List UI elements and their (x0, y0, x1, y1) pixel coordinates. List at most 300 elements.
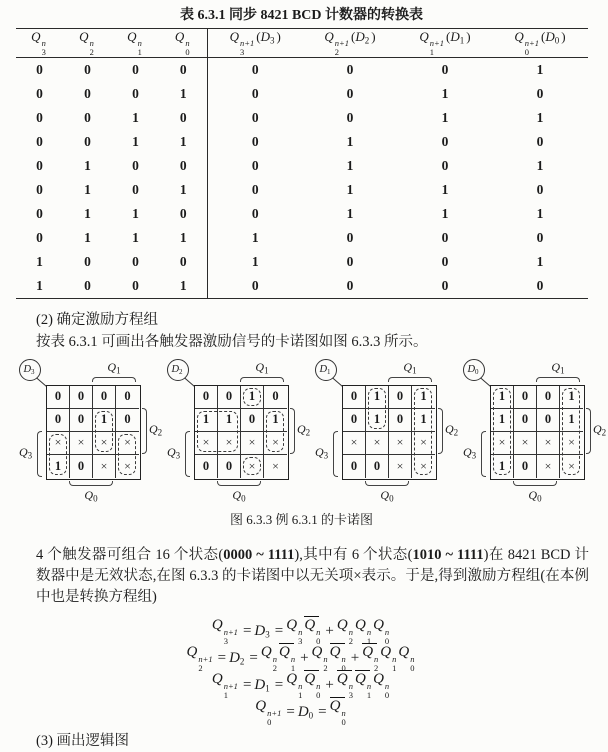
table-title: 表 6.3.1 同步 8421 BCD 计数器的转换表 (179, 8, 424, 23)
kmap-d0 (460, 359, 606, 509)
formula-operator: = (286, 703, 295, 720)
formula-variable: $D_3$ (260, 29, 275, 46)
formula-operator: + (350, 649, 360, 666)
table-cell: 0 (84, 277, 91, 293)
kmap-cell: 1 (491, 455, 514, 478)
formula-variable: D1 (254, 676, 270, 694)
formula-operator: ( (446, 29, 451, 44)
table-row (16, 202, 588, 226)
formula-variable: Q n+1 0 (255, 698, 282, 728)
table-cell: 0 (441, 277, 449, 293)
table-cell: 0 (346, 109, 354, 125)
table-cell: 0 (36, 133, 43, 149)
axis-bracket (37, 431, 42, 477)
formula-operator: ) (561, 29, 566, 44)
kmap-grid (342, 385, 437, 480)
table-cell: 1 (36, 277, 43, 293)
kmap-cell: 0 (389, 409, 412, 432)
formula-variable: $D_3$ (23, 363, 35, 376)
axis-bracket (536, 377, 580, 382)
conversion-table (16, 28, 588, 299)
kmap-cell: 0 (264, 386, 287, 409)
table-cell: 0 (346, 61, 354, 77)
table-cell: 1 (536, 61, 544, 77)
formula-variable: Q n 0 (329, 698, 346, 728)
table-cell: 0 (536, 277, 544, 293)
table-cell: 1 (536, 109, 544, 125)
table-row (16, 57, 588, 82)
kmap-cell: × (264, 432, 287, 455)
formula-variable: Q n 0 (174, 29, 190, 58)
formula-operator: = (249, 649, 258, 666)
kmap-cell: × (560, 432, 583, 455)
kmap-cell: 0 (537, 409, 560, 432)
table-cell: 1 (346, 157, 354, 173)
table-cell: 1 (160, 82, 208, 106)
formula-variable: $Q_0$ (84, 487, 98, 504)
formula-variable: $Q_1$ (551, 359, 565, 376)
formula-variable: $D_0$ (467, 363, 479, 376)
kmap-label-d1 (315, 359, 337, 381)
kmap-cell: 1 (264, 409, 287, 432)
body-paragraph (14, 545, 589, 608)
table-cell: 0 (251, 85, 259, 101)
kmap-cell: 0 (195, 455, 218, 478)
kmap-cell: 0 (366, 455, 389, 478)
kmap-cell: × (491, 432, 514, 455)
table-cell: 0 (36, 229, 43, 245)
kmap-cell: 0 (70, 386, 93, 409)
axis-label-q1 (388, 360, 434, 376)
axis-bracket (92, 377, 136, 382)
table-cell: 0 (536, 229, 544, 245)
formula-variable: Q n 1 (127, 29, 142, 58)
formula-variable: Q n 2 (362, 644, 379, 674)
formula-variable: $Q_2$ (593, 421, 607, 438)
kmap-loop (49, 434, 67, 475)
paragraph-segment: )在 8421 BCD 计数器中是无效状态,在图 6.3.3 的卡诺图中以无关项×表示。于是,得到激励方程组(在本例中也是转换方程组) (36, 546, 590, 605)
table-cell: 0 (346, 253, 354, 269)
kmap-loop (197, 411, 238, 452)
axis-bracket (513, 481, 557, 486)
kmap-cell: × (47, 432, 70, 455)
kmap-cell: 1 (560, 386, 583, 409)
kmap-cell: 0 (195, 386, 218, 409)
table-row (16, 178, 588, 202)
formula-variable: D0 (297, 703, 314, 721)
table-cell: 0 (160, 250, 208, 274)
axis-label-q1 (536, 360, 582, 376)
formula-variable: Q n 1 (354, 617, 372, 647)
table-cell: 0 (84, 61, 91, 77)
kmap-loop (95, 411, 113, 452)
table-cell: 1 (346, 133, 354, 149)
table-row (16, 154, 588, 178)
table-cell: 1 (251, 253, 259, 269)
table-cell: 1 (160, 274, 208, 299)
axis-bracket (185, 431, 190, 477)
kmap-loop (414, 388, 432, 475)
kmap-cell: 0 (343, 386, 366, 409)
kmap-cell: 0 (116, 386, 139, 409)
table-cell: 0 (84, 85, 91, 101)
formula-variable: Q n 0 (373, 617, 390, 647)
table-cell: 1 (160, 226, 208, 250)
formula-operator: ) (371, 29, 376, 44)
formula-operator: = (318, 703, 327, 720)
kmap-cell: × (420, 458, 427, 473)
formula-variable: Q n+1 2 (324, 29, 350, 58)
table-cell: 0 (536, 85, 544, 101)
kmap-cell: × (241, 432, 264, 455)
kmap-cell: × (537, 432, 560, 455)
kmap-cell: 0 (343, 409, 366, 432)
formula-variable: Q n+1 1 (211, 671, 238, 701)
table-cell: 0 (132, 157, 139, 173)
axis-bracket (290, 408, 295, 454)
kmap-grid (194, 385, 289, 480)
axis-label-q0 (513, 488, 559, 504)
kmap-cell: 1 (491, 386, 514, 409)
section3-heading: (3) 画出逻辑图 (36, 732, 130, 749)
kmap-cell: × (366, 432, 389, 455)
paragraph-segment: 1010 ~ 1111 (412, 546, 484, 563)
formula-operator: ) (466, 29, 471, 44)
formula-variable: $Q_3$ (167, 444, 181, 461)
kmap-grid (490, 385, 585, 480)
kmap-cell: × (93, 432, 116, 455)
formula-variable: Q n 0 (304, 617, 321, 647)
axis-bracket (388, 377, 432, 382)
axis-label-q0 (217, 488, 263, 504)
table-row (16, 226, 588, 250)
kmap-loop (266, 411, 284, 452)
table-cell: 1 (132, 133, 139, 149)
kmap-loop (368, 388, 386, 429)
axis-label-q0 (365, 488, 411, 504)
formula-variable: $Q_3$ (315, 444, 329, 461)
axis-bracket (481, 431, 486, 477)
table-cell: 0 (441, 229, 449, 245)
formula-variable: Q n 0 (329, 644, 346, 674)
table-cell: 0 (251, 181, 259, 197)
axis-label-q1 (92, 360, 138, 376)
table-cell: 1 (251, 229, 259, 245)
kmap-cell: 0 (218, 455, 241, 478)
axis-bracket (69, 481, 113, 486)
equation-d1 (14, 672, 589, 699)
formula-variable: Q n 1 (278, 644, 296, 674)
axis-label-q3 (167, 445, 182, 461)
formula-variable: Q n+1 1 (419, 29, 445, 58)
table-cell: 0 (346, 229, 354, 245)
kmap-cell: 0 (93, 386, 116, 409)
kmap-cell: × (93, 455, 116, 478)
col-header-q0n1 (493, 29, 588, 58)
kmap-loop (118, 434, 136, 475)
formula-operator: = (242, 622, 252, 639)
formula-variable: $Q_0$ (528, 487, 542, 504)
table-header-row (16, 29, 588, 58)
kmap-cell: 0 (116, 409, 139, 432)
formula-variable: $Q_1$ (403, 359, 417, 376)
table-row (16, 82, 588, 106)
excitation-equations (14, 618, 589, 726)
table-cell: 0 (36, 181, 43, 197)
table-cell: 0 (251, 133, 259, 149)
karnaugh-maps (14, 359, 607, 509)
formula-operator: ) (276, 29, 281, 44)
formula-operator: ( (541, 29, 546, 44)
col-header-q3n (16, 29, 64, 58)
formula-operator: + (300, 649, 309, 666)
kmap-cell: 0 (47, 409, 70, 432)
formula-variable: Q n 3 (31, 29, 46, 58)
table-cell: 0 (536, 133, 544, 149)
col-header-q2n (64, 29, 112, 58)
formula-variable: Q n 0 (304, 671, 321, 701)
formula-variable: $Q_2$ (445, 421, 459, 438)
kmap-cell: 0 (70, 455, 93, 478)
axis-bracket (142, 408, 147, 454)
kmap-cell: 1 (218, 409, 241, 432)
kmap-cell: × (116, 432, 139, 455)
kmap-cell: 1 (491, 409, 514, 432)
kmap-cell: 0 (537, 386, 560, 409)
kmap-cell: 0 (47, 386, 70, 409)
table-cell: 0 (251, 157, 259, 173)
axis-label-q0 (69, 488, 115, 504)
formula-variable: Q n 2 (311, 644, 328, 674)
table-cell: 1 (346, 181, 354, 197)
formula-variable: Q n 0 (398, 644, 415, 674)
kmap-label-d3 (19, 359, 41, 381)
table-cell: 0 (84, 253, 91, 269)
formula-variable: Q n+1 3 (229, 29, 255, 58)
axis-bracket (240, 377, 284, 382)
table-row (16, 274, 588, 299)
table-row (16, 250, 588, 274)
axis-label-q2 (593, 422, 608, 438)
formula-variable: Q n 2 (79, 29, 94, 58)
kmap-cell: 1 (195, 409, 218, 432)
kmap-cell: × (412, 432, 435, 455)
formula-variable: $D_1$ (319, 363, 331, 376)
formula-operator: = (217, 649, 227, 666)
axis-bracket (586, 408, 591, 454)
formula-variable: $Q_0$ (380, 487, 394, 504)
paragraph-segment: 0000 ~ 1111 (223, 546, 295, 563)
formula-variable: $Q_3$ (19, 444, 33, 461)
table-cell: 0 (441, 253, 449, 269)
formula-operator: + (325, 622, 334, 639)
table-cell: 1 (84, 229, 91, 245)
kmap-cell: × (514, 432, 537, 455)
table-cell: 1 (160, 130, 208, 154)
kmap-cell: 1 (366, 409, 389, 432)
table-cell: 0 (36, 61, 43, 77)
col-header-q2n1 (303, 29, 398, 58)
table-cell: 0 (251, 277, 259, 293)
kmap-cell: 1 (241, 386, 264, 409)
col-header-q1n (112, 29, 160, 58)
formula-variable: $D_0$ (545, 29, 560, 46)
formula-operator: ( (256, 29, 261, 44)
kmap-cell: × (343, 432, 366, 455)
table-cell: 0 (132, 253, 139, 269)
formula-variable: $Q_1$ (255, 359, 269, 376)
table-cell: 0 (84, 109, 91, 125)
axis-bracket (438, 408, 443, 454)
table-cell: 1 (346, 205, 354, 221)
formula-variable: $D_2$ (171, 363, 183, 376)
table-cell: 0 (251, 205, 259, 221)
table-cell: 1 (536, 253, 544, 269)
formula-variable: $D_2$ (355, 29, 370, 46)
table-cell: 1 (132, 229, 139, 245)
table-cell: 0 (441, 133, 449, 149)
formula-operator: = (274, 622, 284, 639)
table-cell: 1 (441, 181, 449, 197)
formula-variable: $Q_0$ (232, 487, 246, 504)
col-header-q0n (160, 29, 208, 58)
axis-bracket (217, 481, 261, 486)
table-cell: 0 (346, 85, 354, 101)
formula-variable: Q n 2 (336, 617, 353, 647)
axis-label-q1 (240, 360, 286, 376)
formula-variable: D2 (229, 649, 245, 667)
section2-text: 按表 6.3.1 可画出各触发器激励信号的卡诺图如图 6.3.3 所示。 (36, 333, 428, 350)
kmap-cell: × (389, 432, 412, 455)
table-row (16, 106, 588, 130)
kmap-cell: 0 (514, 455, 537, 478)
kmap-loop (493, 388, 511, 475)
paragraph-segment: ),其中有 6 个状态( (294, 546, 413, 563)
formula-variable: Q n 2 (260, 644, 277, 674)
table-cell: 0 (441, 61, 449, 77)
formula-variable: $D_1$ (450, 29, 465, 46)
kmap-cell: × (241, 455, 264, 478)
kmap-d3 (16, 359, 162, 509)
formula-operator: = (242, 676, 252, 693)
kmap-cell: × (568, 458, 575, 473)
table-cell: 0 (346, 277, 354, 293)
formula-variable: Q n+1 0 (514, 29, 540, 58)
table-cell: 0 (36, 205, 43, 221)
formula-variable: Q n 0 (373, 671, 390, 701)
kmap-d2 (164, 359, 310, 509)
kmap-cell: 1 (47, 455, 70, 478)
kmap-cell: 1 (366, 386, 389, 409)
kmap-loop (243, 457, 261, 475)
section2-heading: (2) 确定激励方程组 (36, 311, 159, 328)
table-cell: 1 (84, 205, 91, 221)
table-cell: 1 (84, 157, 91, 173)
kmap-cell: 0 (343, 455, 366, 478)
kmap-d1 (312, 359, 458, 509)
kmap-label-d0 (463, 359, 485, 381)
table-cell: 1 (36, 253, 43, 269)
formula-variable: Q n 3 (336, 671, 353, 701)
col-header-q3n1 (208, 29, 303, 58)
kmap-cell: 0 (70, 409, 93, 432)
col-header-q1n1 (398, 29, 493, 58)
axis-label-q2 (445, 422, 460, 438)
kmap-cell: × (272, 458, 279, 473)
table-cell: 0 (132, 277, 139, 293)
kmap-cell: 0 (218, 386, 241, 409)
table-cell: 0 (84, 133, 91, 149)
formula-variable: Q n+1 3 (211, 617, 238, 647)
axis-label-q2 (297, 422, 312, 438)
axis-label-q2 (149, 422, 164, 438)
formula-variable: Q n 1 (380, 644, 397, 674)
kmap-cell: × (389, 455, 412, 478)
formula-operator: = (274, 676, 284, 693)
table-cell: 0 (132, 85, 139, 101)
kmap-cell: 1 (412, 386, 435, 409)
table-cell: 0 (441, 157, 449, 173)
kmap-cell: 1 (412, 409, 435, 432)
table-cell: 1 (536, 205, 544, 221)
formula-operator: + (325, 676, 334, 693)
table-cell: 0 (132, 61, 139, 77)
kmap-cell: 0 (241, 409, 264, 432)
equation-d3 (14, 618, 589, 645)
formula-operator: ( (351, 29, 356, 44)
equation-d0 (14, 699, 589, 726)
figure-caption: 图 6.3.3 例 6.3.1 的卡诺图 (229, 511, 373, 527)
axis-label-q3 (315, 445, 330, 461)
table-cell: 1 (441, 109, 449, 125)
kmap-loop (562, 388, 580, 475)
table-row (16, 130, 588, 154)
table-cell: 1 (536, 157, 544, 173)
formula-variable: Q n 3 (286, 617, 303, 647)
table-cell: 0 (36, 157, 43, 173)
table-cell: 0 (251, 61, 259, 77)
formula-variable: Q n 1 (286, 671, 303, 701)
formula-variable: $Q_2$ (149, 421, 163, 438)
table-cell: 1 (441, 205, 449, 221)
table-cell: 0 (160, 154, 208, 178)
axis-label-q3 (19, 445, 34, 461)
formula-variable: Q n 1 (354, 671, 372, 701)
kmap-cell: 0 (389, 386, 412, 409)
equation-d2 (14, 645, 589, 672)
axis-bracket (365, 481, 409, 486)
table-cell: 0 (132, 181, 139, 197)
kmap-cell: × (124, 458, 131, 473)
kmap-cell: 0 (514, 386, 537, 409)
table-cell: 1 (84, 181, 91, 197)
table-cell: 0 (36, 109, 43, 125)
formula-variable: $Q_1$ (107, 359, 121, 376)
table-cell: 0 (536, 181, 544, 197)
kmap-loop (243, 388, 261, 406)
table-cell: 0 (160, 57, 208, 82)
kmap-cell: × (195, 432, 218, 455)
kmap-cell: 1 (560, 409, 583, 432)
kmap-cell: 1 (93, 409, 116, 432)
axis-label-q3 (463, 445, 478, 461)
table-cell: 0 (36, 85, 43, 101)
kmap-label-d2 (167, 359, 189, 381)
table-cell: 1 (160, 178, 208, 202)
axis-bracket (333, 431, 338, 477)
table-cell: 0 (160, 202, 208, 226)
paragraph-segment: 4 个触发器可组合 16 个状态( (36, 546, 224, 563)
